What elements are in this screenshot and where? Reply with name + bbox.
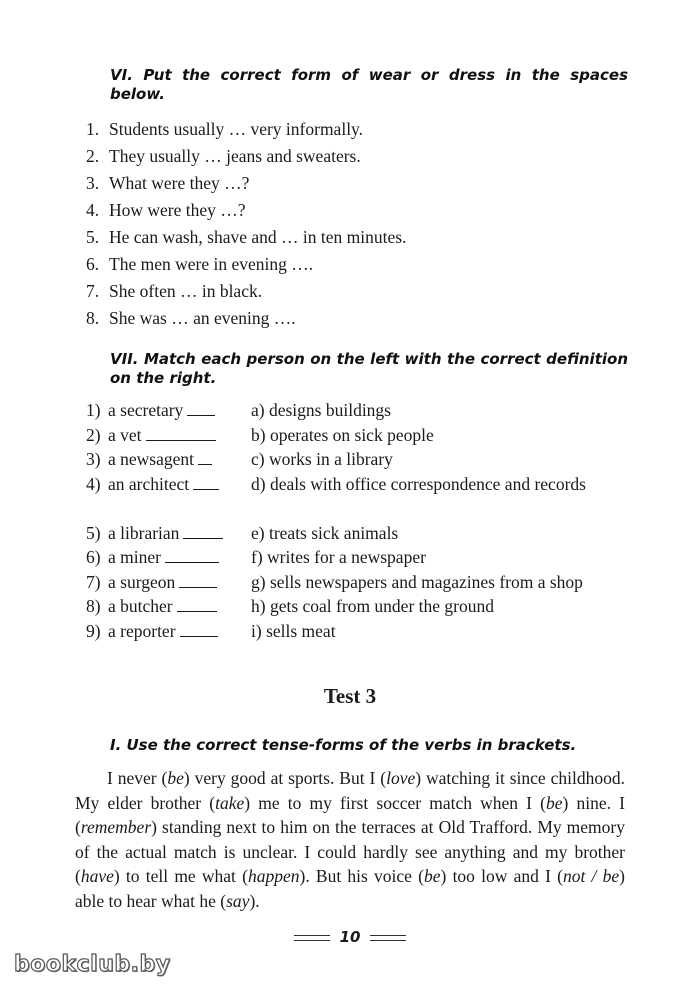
match-number: 9) — [86, 620, 101, 641]
answer-blank — [179, 573, 217, 588]
item-number: 4. — [86, 200, 100, 220]
item-text: He can wash, shave and … in ten minutes. — [109, 227, 407, 247]
verb-prompt: be — [424, 866, 441, 886]
item-text: What were they …? — [109, 173, 250, 193]
verb-prompt: be — [167, 768, 184, 788]
paragraph-text: ) too low and I ( — [440, 866, 563, 886]
item-number: 5. — [86, 227, 100, 247]
exercise-item — [86, 143, 406, 170]
definition-text: h) gets coal from under the ground — [251, 596, 494, 616]
exercise-item — [86, 170, 406, 197]
item-text: She was … an evening …. — [109, 308, 296, 328]
page-footer — [0, 928, 700, 946]
footer-rule-left — [294, 935, 330, 941]
person-label — [108, 619, 218, 644]
person-text: a reporter — [108, 620, 176, 641]
match-number: 6) — [86, 547, 101, 567]
person-label — [108, 447, 212, 472]
exercise-item — [86, 278, 406, 305]
answer-blank — [187, 401, 215, 416]
exercise-item — [86, 251, 406, 278]
paragraph-text: ) standing next to him on the terraces at Old Trafford. My memory of the actual match is unclear. I could hardly see anything and my brother ( — [75, 817, 625, 886]
exercise-6-list — [86, 116, 406, 332]
verb-prompt: be — [546, 792, 563, 813]
paragraph-text: I never ( — [107, 768, 168, 788]
definition-text: b) operates on sick people — [251, 424, 434, 445]
verb-prompt: love — [386, 768, 416, 788]
paragraph-text: ) to tell me what ( — [113, 866, 248, 886]
page-number: 10 — [339, 928, 361, 946]
person-text: an architect — [108, 473, 190, 494]
verb-prompt: take — [215, 792, 245, 813]
exercise-item — [86, 116, 406, 143]
match-number: 7) — [86, 571, 101, 592]
verb-prompt: say — [226, 890, 250, 911]
exercise-item — [86, 305, 406, 332]
person-text: a surgeon — [108, 571, 176, 592]
answer-blank — [146, 426, 216, 441]
match-number: 4) — [86, 473, 101, 494]
test-paragraph — [75, 766, 625, 913]
item-number: 7. — [86, 281, 100, 301]
item-number: 8. — [86, 308, 100, 328]
person-text: a miner — [108, 547, 161, 567]
person-label — [108, 521, 223, 546]
paragraph-text: ) watching it since childhood. My elder brother ( — [75, 768, 625, 813]
item-number: 6. — [86, 254, 100, 274]
answer-blank — [177, 597, 217, 612]
match-number: 1) — [86, 400, 101, 420]
item-number: 2. — [86, 146, 100, 166]
person-label — [108, 545, 219, 570]
person-text: a butcher — [108, 596, 173, 616]
definition-text: g) sells newspapers and magazines from a shop — [251, 571, 583, 592]
match-number: 8) — [86, 596, 101, 616]
item-text: Students usually … very informally. — [109, 119, 364, 139]
answer-blank — [180, 622, 218, 637]
item-text: She often … in black. — [109, 281, 263, 301]
item-text: They usually … jeans and sweaters. — [109, 146, 361, 166]
person-text: a newsagent — [108, 449, 195, 469]
answer-blank — [165, 548, 219, 563]
paragraph-text: ) nine. I ( — [75, 792, 625, 837]
item-number: 1. — [86, 119, 100, 139]
verb-prompt: not / be — [562, 866, 620, 886]
paragraph-text: ). But his voice ( — [299, 866, 424, 886]
definition-text: c) works in a library — [251, 449, 393, 469]
verb-prompt: happen — [247, 866, 300, 886]
definition-text: f) writes for a newspaper — [251, 547, 426, 567]
match-number: 3) — [86, 449, 101, 469]
verb-prompt: remember — [80, 817, 152, 837]
match-number: 2) — [86, 424, 101, 445]
person-text: a vet — [108, 424, 142, 445]
person-text: a librarian — [108, 522, 180, 543]
answer-blank — [183, 524, 223, 539]
verb-prompt: have — [80, 866, 114, 886]
answer-blank — [198, 450, 212, 465]
person-label — [108, 423, 216, 448]
item-text: How were they …? — [109, 200, 246, 220]
person-label — [108, 570, 217, 595]
definition-text: d) deals with office correspondence and records — [251, 473, 586, 494]
paragraph-text: ) very good at sports. But I ( — [183, 768, 387, 788]
exercise-item — [86, 224, 406, 251]
definition-text: a) designs buildings — [251, 400, 391, 420]
section-7-heading: VII. Match each person on the left with the correct definition on the right. — [110, 350, 628, 387]
person-label — [108, 594, 217, 619]
exercise-item — [86, 197, 406, 224]
paragraph-text: ). — [249, 890, 260, 911]
section-6-heading: VI. Put the correct form of wear or dress in the spaces below. — [110, 66, 628, 103]
item-text: The men were in evening …. — [109, 254, 314, 274]
answer-blank — [193, 475, 219, 490]
test-section-1-heading: I. Use the correct tense-forms of the verbs in brackets. — [110, 736, 577, 754]
item-number: 3. — [86, 173, 100, 193]
paragraph-text: ) me to my first soccer match when I ( — [244, 792, 546, 813]
test-title: Test 3 — [323, 684, 377, 708]
definition-text: i) sells meat — [251, 620, 336, 641]
match-number: 5) — [86, 522, 101, 543]
footer-rule-right — [370, 935, 406, 941]
person-text: a secretary — [108, 400, 184, 420]
person-label — [108, 472, 219, 497]
definition-text: e) treats sick animals — [251, 522, 399, 543]
paragraph-text: ) able to hear what he ( — [75, 866, 625, 911]
watermark-logo: bookclub.by — [14, 952, 171, 977]
person-label — [108, 398, 215, 423]
